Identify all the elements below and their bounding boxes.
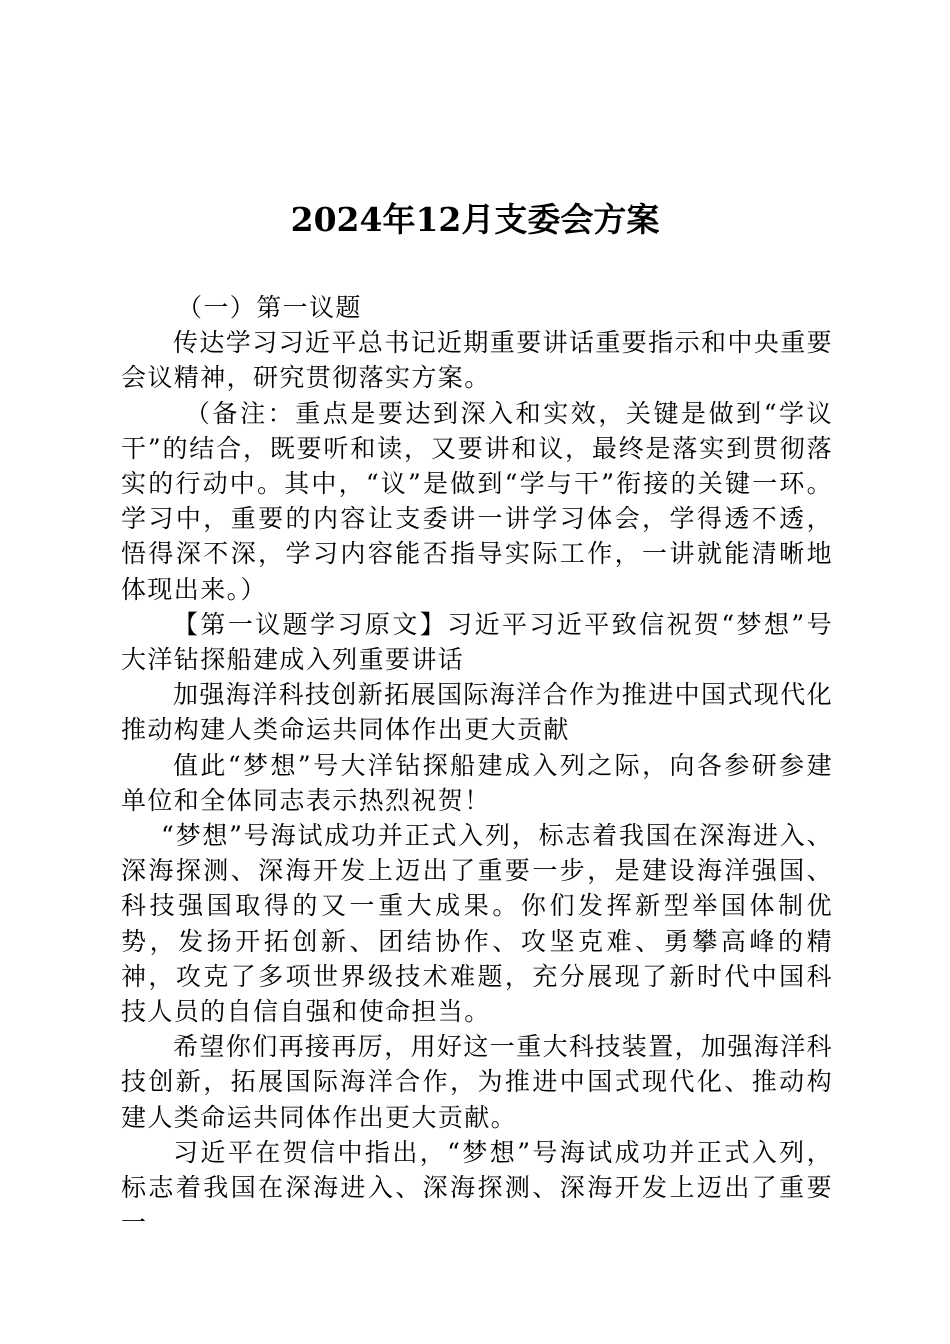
- paragraph: 值此“梦想”号大洋钻探船建成入列之际，向各参研参建单位和全体同志表示热烈祝贺！: [121, 750, 833, 815]
- paragraph: 传达学习习近平总书记近期重要讲话重要指示和中央重要会议精神，研究贯彻落实方案。: [121, 328, 834, 393]
- document-body: [121, 290, 833, 1240]
- note-paragraph: （备注：重点是要达到深入和实效，关键是做到“学议干”的结合，既要听和读，又要讲和议，最终是落实到贯彻落实的行动中。其中，“议”是做到“学与干”衔接的关键一环。学习中，重要的内容让支委讲一讲学习体会，学得透不透，悟得深不深，学习内容能否指导实际工作，一讲就能清晰地体现出来。）: [121, 398, 833, 604]
- paragraph: 加强海洋科技创新拓展国际海洋合作为推进中国式现代化推动构建人类命运共同体作出更大贡献: [121, 680, 834, 745]
- document-title: 2024年12月支委会方案: [290, 200, 660, 239]
- paragraph: “梦想”号海试成功并正式入列，标志着我国在深海进入、深海探测、深海开发上迈出了重要一步，是建设海洋强国、科技强国取得的又一重大成果。你们发挥新型举国体制优势，发扬开拓创新、团结协作、攻坚克难、勇攀高峰的精神，攻克了多项世界级技术难题，充分展现了新时代中国科技人员的自信自强和使命担当。: [121, 821, 833, 1027]
- paragraph: 习近平在贺信中指出，“梦想”号海试成功并正式入列，标志着我国在深海进入、深海探测、深海开发上迈出了重要一: [121, 1137, 833, 1238]
- paragraph: 希望你们再接再厉，用好这一重大科技装置，加强海洋科技创新，拓展国际海洋合作，为推进中国式现代化、推动构建人类命运共同体作出更大贡献。: [121, 1032, 834, 1132]
- paragraph: 【第一议题学习原文】习近平习近平致信祝贺“梦想”号大洋钻探船建成入列重要讲话: [121, 609, 833, 675]
- section-heading: （一）第一议题: [177, 293, 362, 322]
